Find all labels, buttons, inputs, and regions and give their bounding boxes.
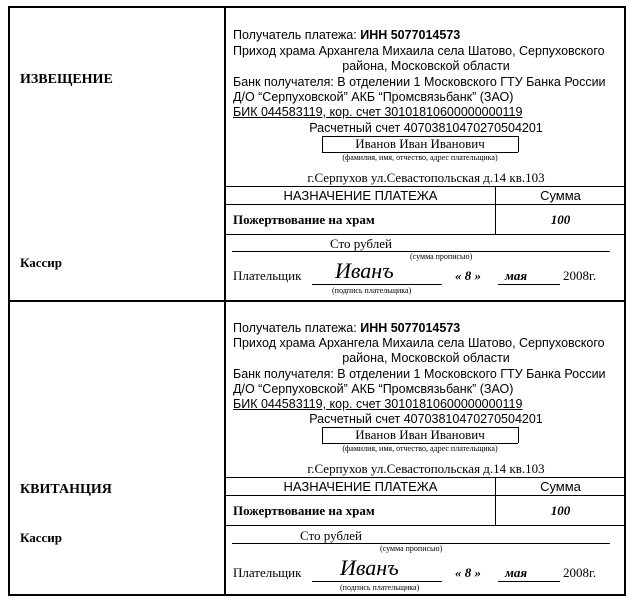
receipt-address: г.Серпухов ул.Севастопольская д.14 кв.103 [307,461,545,476]
notice-recipient-line2: Приход храма Архангела Михаила села Шатово, Серпуховского [233,44,605,58]
notice-amount: 100 [550,212,571,227]
notice-table-sum-header: Сумма [540,188,581,203]
receipt-payer-caption: (фамилия, имя, отчество, адрес плательщика) [342,444,498,453]
recipient-prefix: Получатель платежа: [233,321,361,335]
notice-recipient-line3: района, Московской области [342,59,510,73]
receipt-date-month: мая [505,565,528,580]
notice-address: г.Серпухов ул.Севастопольская д.14 кв.103 [307,170,545,185]
notice-bik-line: БИК 044583119, кор. счет 30101810600000000119 [233,105,523,119]
receipt-recipient-line3: района, Московской области [342,351,510,365]
receipt-signature-caption: (подпись плательщика) [340,583,420,592]
receipt-signature: Иванъ [340,555,399,580]
receipt-date-day: « 8 » [455,565,481,580]
receipt-recipient [233,320,460,336]
notice-account-line: Расчетный счет 40703810470270504201 [309,121,543,135]
recipient-inn: ИНН 5077014573 [360,321,461,335]
notice-date-month: мая [505,268,528,283]
receipt-cashier-label: Кассир [20,530,63,545]
notice-bank-line2: Д/О “Серпуховской” АКБ “Промсвязьбанк” (ЗАО) [233,90,514,104]
receipt-bank-line1: Банк получателя: В отделении 1 Московского ГТУ Банка России [233,367,606,381]
notice-amount-words: Сто рублей [330,236,392,251]
receipt-table-purpose-header: НАЗНАЧЕНИЕ ПЛАТЕЖА [283,479,438,494]
recipient-inn: ИНН 5077014573 [360,28,461,42]
notice-title: ИЗВЕЩЕНИЕ [20,72,113,87]
notice-signature-caption: (подпись плательщика) [332,286,412,295]
receipt-table-sum-header: Сумма [540,479,581,494]
receipt-payer-name: Иванов Иван Иванович [355,427,485,442]
notice-bank-line1: Банк получателя: В отделении 1 Московского ГТУ Банка России [233,75,606,89]
notice-date-year: 2008г. [563,268,597,283]
receipt-recipient-line2: Приход храма Архангела Михаила села Шатово, Серпуховского [233,336,605,350]
notice-amount-caption: (сумма прописью) [410,252,473,261]
notice-date-day: « 8 » [455,268,481,283]
receipt-date-year: 2008г. [563,565,597,580]
receipt-bik-line: БИК 044583119, кор. счет 30101810600000000119 [233,397,523,411]
receipt-amount: 100 [550,503,571,518]
notice-table-purpose-header: НАЗНАЧЕНИЕ ПЛАТЕЖА [283,188,438,203]
notice-cashier-label: Кассир [20,255,63,270]
column-divider [224,6,226,596]
notice-payer-name: Иванов Иван Иванович [355,136,485,151]
receipt-bank-line2: Д/О “Серпуховской” АКБ “Промсвязьбанк” (ЗАО) [233,382,514,396]
notice-recipient [233,27,460,43]
receipt-amount-words: Сто рублей [300,528,362,543]
recipient-prefix: Получатель платежа: [233,28,361,42]
receipt-payer-label: Плательщик [233,565,302,580]
receipt-account-line: Расчетный счет 40703810470270504201 [309,412,543,426]
receipt-purpose: Пожертвование на храм [233,503,375,518]
notice-signature: Иванъ [335,258,394,283]
notice-payer-caption: (фамилия, имя, отчество, адрес плательщика) [342,153,498,162]
receipt-amount-caption: (сумма прописью) [380,544,443,553]
receipt-title: КВИТАНЦИЯ [20,482,112,497]
notice-purpose: Пожертвование на храм [233,212,375,227]
section-divider [8,300,626,302]
notice-payer-label: Плательщик [233,268,302,283]
